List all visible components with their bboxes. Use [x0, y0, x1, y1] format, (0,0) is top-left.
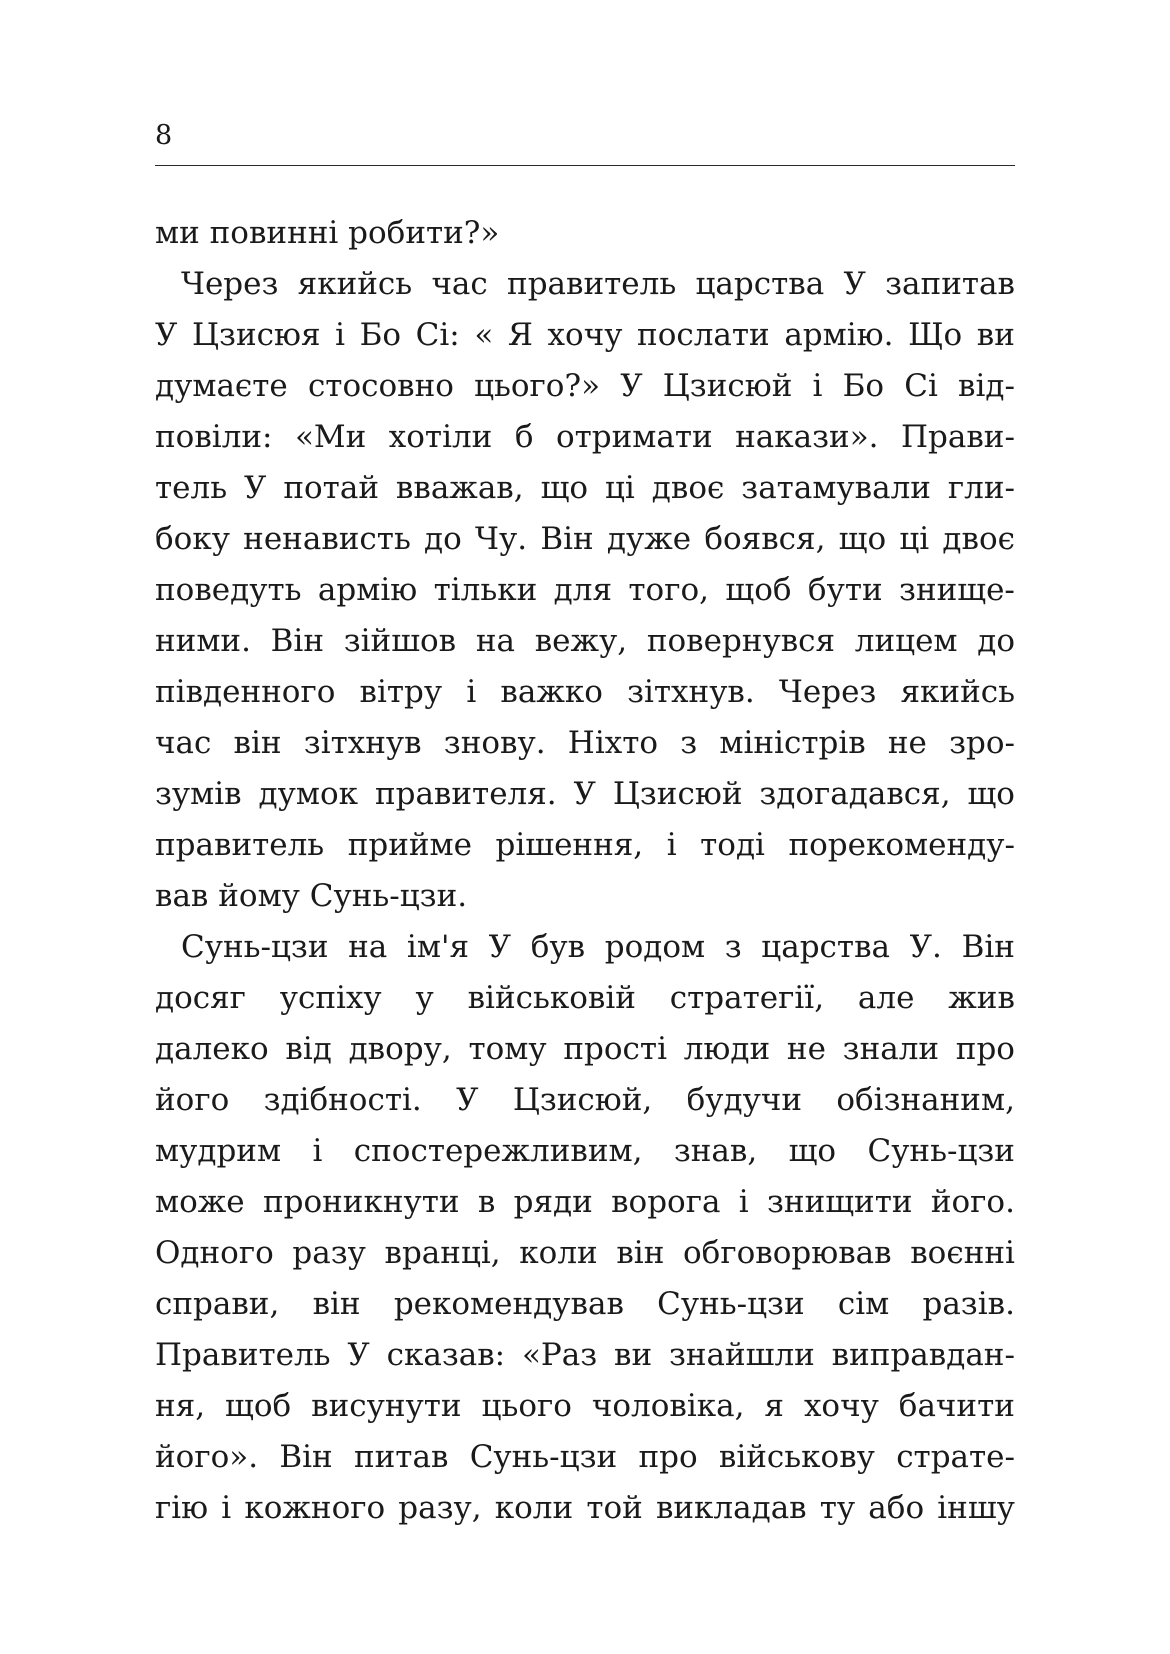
text-line: гію і кожного разу, коли той викладав ту або іншу [155, 1490, 1015, 1526]
text-line: У Цзисюя і Бо Сі: « Я хочу послати армію. Що ви [155, 317, 1015, 353]
body-text [155, 208, 1015, 1534]
text-line: може проникнути в ряди ворога і знищити його. [155, 1184, 1015, 1220]
text-line: справи, він рекомендував Сунь-цзи сім разів. [155, 1286, 1015, 1322]
text-line: Одного разу вранці, коли він обговорював воєнні [155, 1235, 1015, 1271]
text-line: зумів думок правителя. У Цзисюй здогадався, що [155, 776, 1015, 812]
text-line: ми повинні робити?» [155, 215, 500, 251]
text-line: думаєте стосовно цього?» У Цзисюй і Бо Сі від- [155, 368, 1015, 404]
text-line: тель У потай вважав, що ці двоє затамували гли- [155, 470, 1015, 506]
text-line: повіли: «Ми хотіли б отримати накази». Прави- [155, 419, 1015, 455]
text-line: далеко від двору, тому прості люди не знали про [155, 1031, 1015, 1067]
page-number: 8 [155, 120, 173, 151]
text-line: правитель прийме рішення, і тоді порекоменду- [155, 827, 1015, 863]
text-line: мудрим і спостережливим, знав, що Сунь-цзи [155, 1133, 1015, 1169]
text-line: ними. Він зійшов на вежу, повернувся лицем до [155, 623, 1015, 659]
text-line: вав йому Сунь-цзи. [155, 878, 468, 914]
header-rule [155, 165, 1015, 166]
text-line: його». Він питав Сунь-цзи про військову страте- [155, 1439, 1015, 1475]
text-line: південного вітру і важко зітхнув. Через якийсь [155, 674, 1015, 710]
text-line: Сунь-цзи на ім'я У був родом з царства У. Він [181, 929, 1015, 965]
text-line: боку ненависть до Чу. Він дуже боявся, що ці двоє [155, 521, 1015, 557]
text-line: Через якийсь час правитель царства У запитав [181, 266, 1015, 302]
text-line: досяг успіху у військовій стратегії, але жив [155, 980, 1015, 1016]
text-line: його здібності. У Цзисюй, будучи обізнаним, [155, 1082, 1015, 1118]
text-line: ня, щоб висунути цього чоловіка, я хочу бачити [155, 1388, 1015, 1424]
text-line: час він зітхнув знову. Ніхто з міністрів не зро- [155, 725, 1015, 761]
text-line: поведуть армію тільки для того, щоб бути знище- [155, 572, 1015, 608]
text-line: Правитель У сказав: «Раз ви знайшли виправдан- [155, 1337, 1015, 1373]
